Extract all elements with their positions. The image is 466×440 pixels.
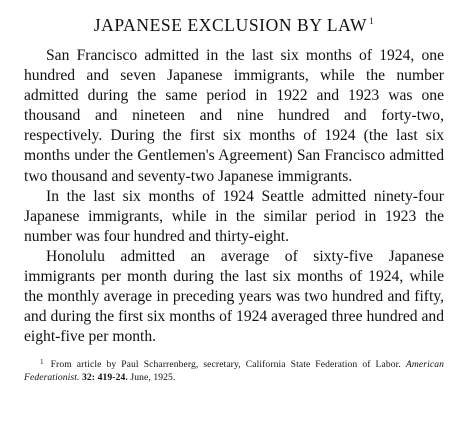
title-footnote-mark: 1: [369, 16, 375, 26]
footnote-journal: American Federationist.: [24, 359, 444, 383]
footnote: [24, 356, 444, 384]
paragraph-honolulu: Honolulu admitted an average of sixty-five Japanese immigrants per month during the last six months of 1924, while the monthly average in preceding years was two hundred and fifty, and during the first six months of 1924 averaged three hundred and eight-five per month.: [24, 247, 444, 346]
footnote-source: From article by Paul Scharrenberg, secretary, California State Federation of Labor.: [50, 359, 401, 371]
footnote-volume-pages: 32: 419-24.: [82, 371, 128, 383]
footnote-mark: 1: [40, 358, 44, 367]
paragraph-san-francisco: San Francisco admitted in the last six months of 1924, one hundred and seven Japanese immigrants, while the number admitted during the same period in 1922 and 1923 was one thousand and nineteen and nine hundred and forty-two, respectively. During the first six months of 1924 (the last six months under the Gentlemen's Agreement) San Francisco admitted two thousand and seventy-two Japanese immigrants.: [24, 47, 444, 185]
footnote-date: June, 1925.: [130, 371, 176, 383]
article-title: [24, 10, 444, 36]
paragraph-seattle: In the last six months of 1924 Seattle admitted ninety-four Japanese immigrants, while in the similar period in 1923 the number was four hundred and thirty-eight.: [24, 187, 444, 245]
document-page: [24, 10, 444, 430]
article-title-text: JAPANESE EXCLUSION BY LAW: [93, 15, 368, 35]
